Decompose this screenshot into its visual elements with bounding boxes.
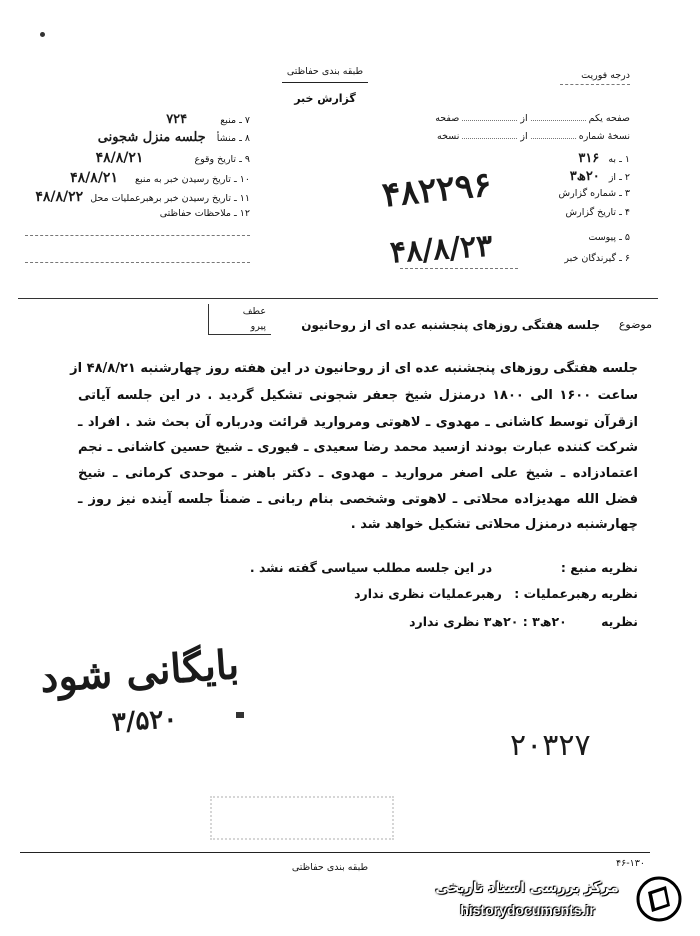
- scan-speck: [236, 712, 244, 718]
- footer-separator: [20, 852, 650, 853]
- faded-stamp: [210, 796, 394, 840]
- body-line: جلسه هفتگی روزهای پنجشنبه عده ای از روحانیون در این هفته روز چهارشنبه ۴۸/۸/۲۱ از: [70, 361, 638, 376]
- opinion-label: نظریه رهبرعملیات :: [514, 586, 638, 601]
- field-value: ۲۰ھ۳: [569, 169, 600, 184]
- field-received-by-leader: [2, 189, 250, 205]
- field-label: ۲ ـ از: [608, 172, 630, 183]
- field-recipients: ۶ ـ گیرندگان خبر: [564, 253, 630, 264]
- body-line: ساعت ۱۶۰۰ الی ۱۸۰۰ درمنزل شیخ جعفر شجونی تشکیل گردید . در این جلسه آیاتی: [78, 388, 638, 403]
- field-label: صفحه یکم: [588, 113, 630, 124]
- scan-speck: [40, 32, 45, 37]
- field-source: [20, 112, 250, 127]
- field-page: [400, 113, 630, 124]
- watermark-text-fa: مرکز بررسی اسناد تاریخی: [435, 880, 619, 896]
- field-label: ۹ ـ تاریخ وقوع: [194, 154, 250, 165]
- body-line: چهارشنبه درمنزل محلاتی تشکیل خواهد شد .: [350, 517, 638, 532]
- opinion-leader: [200, 586, 638, 601]
- opinion-label: نظریه منبع :: [560, 560, 638, 575]
- field-label: ۱۰ ـ تاریخ رسیدن خبر به منبع: [135, 174, 250, 185]
- opinion-text: رهبرعملیات نظری ندارد: [354, 586, 502, 601]
- opinion-source: [200, 560, 638, 575]
- body-line: شرکت کننده عبارت بودند ازسید محمد رضا سعیدی ـ فیوری ـ شیخ حسین کاشانی ـ نجم: [78, 440, 638, 455]
- handwritten-archive-code: ۳/۵۲۰: [111, 704, 179, 738]
- header-separator: [18, 298, 658, 299]
- field-report-date: ۴ ـ تاریخ گزارش: [565, 207, 630, 218]
- reference-box: [208, 304, 271, 335]
- field-value: جلسه منزل شجونی: [97, 130, 206, 145]
- field-origin: [20, 130, 250, 145]
- field-received-by-source: [20, 170, 250, 186]
- field-attachment: ۵ ـ پیوست: [588, 232, 630, 243]
- handwritten-report-number: ۴۸۲۲۹۶: [380, 164, 494, 216]
- form-code: ۴۶-۱۳۰: [616, 858, 645, 869]
- followup-label: پیرو: [250, 321, 266, 332]
- security-notes-line-2: [25, 262, 250, 263]
- body-line: فضل الله مهدیزاده محلاتی ـ لاهوتی وشخصی بنام ربانی ـ ضمناً جلسه آینده نیز روز ـ: [78, 492, 638, 507]
- urgency-line: [560, 84, 630, 85]
- watermark-text-en: historydocuments.ir: [460, 902, 595, 918]
- field-label: ۷ ـ منبع: [220, 115, 250, 126]
- field-report-number: ۳ ـ شماره گزارش: [558, 188, 630, 199]
- watermark-logo-icon: [636, 876, 682, 922]
- field-label: ۱ ـ به: [608, 154, 630, 165]
- opinion-label: نظریه: [601, 614, 638, 629]
- subject-label: موضوع: [618, 318, 652, 331]
- classification-bottom: طبقه بندی حفاظتی: [291, 862, 369, 873]
- field-security-notes: ۱۲ ـ ملاحظات حفاظتی: [159, 208, 250, 219]
- field-label: ۸ ـ منشأ: [216, 133, 250, 144]
- opinion-text: ۲۰ھ۳ : ۲۰ھ۳ نظری ندارد: [409, 614, 567, 629]
- field-end: نسخه: [437, 131, 460, 142]
- report-title: گزارش خبر: [294, 92, 356, 105]
- security-notes-line-1: [25, 235, 250, 236]
- field-copy: [400, 131, 630, 142]
- handwritten-archive-note: بایگانی شود: [38, 641, 241, 702]
- field-value: ۷۲۴: [166, 112, 188, 127]
- field-mid: از: [520, 131, 528, 142]
- classification-top: طبقه بندی حفاظتی: [286, 66, 364, 77]
- classification-top-underline: [282, 82, 368, 83]
- field-label: ۱۱ ـ تاریخ رسیدن خبر برهبرعملیات محل: [90, 193, 250, 204]
- handwritten-number: ۲۰۳۲۷: [510, 728, 591, 763]
- opinion-office: [200, 614, 638, 629]
- body-line: اعتمادزاده ـ شیخ علی اصغر مروارید ـ مهدوی ـ دکتر باهنر ـ موحدی کرمانی ـ شیخ: [78, 466, 638, 481]
- field-value: ۳۱۶: [578, 151, 600, 166]
- opinion-text: در این جلسه مطلب سیاسی گفته نشد .: [249, 560, 493, 575]
- handwritten-report-date: ۴۸/۸/۲۳: [388, 228, 494, 271]
- subject-text: جلسه هفتگی روزهای پنجشنبه عده ای از روحانیون: [301, 318, 600, 332]
- field-label: نسخهٔ شماره: [578, 131, 630, 142]
- field-value: ۴۸/۸/۲۱: [70, 170, 118, 186]
- body-line: ازقرآن توسط کاشانی ـ مهدوی ـ لاهوتی ومروارید قرائت ودرباره آن بحث شد . افراد ـ: [78, 415, 638, 430]
- urgency-label: درجه فوریت: [581, 70, 630, 81]
- field-event-date: [20, 150, 250, 166]
- field-value: ۴۸/۸/۲۲: [35, 189, 84, 205]
- reference-label: عطف: [242, 306, 266, 317]
- field-value: ۴۸/۸/۲۱: [95, 150, 144, 166]
- field-end: صفحه: [435, 113, 460, 124]
- field-mid: از: [520, 113, 528, 124]
